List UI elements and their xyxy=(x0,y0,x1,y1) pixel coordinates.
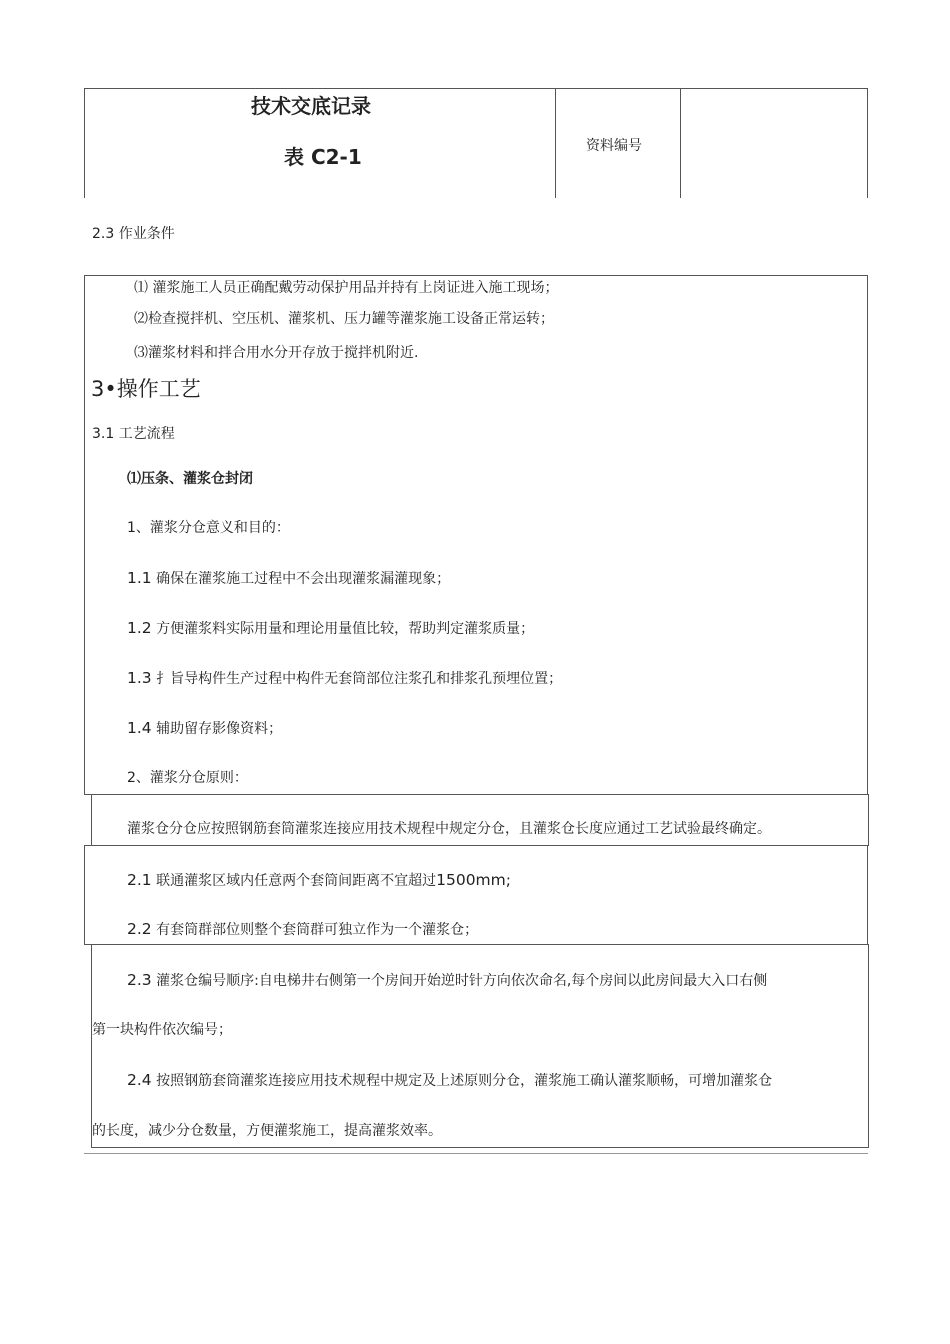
principle-item-value: 1500mm; xyxy=(436,871,511,889)
header-divider-1 xyxy=(555,88,556,198)
purpose-text: 扌旨导构件生产过程中构件无套筒部位注浆孔和排浆孔预埋位置； xyxy=(156,671,563,687)
principle-item-3-line-2: 第一块构件依次编号； xyxy=(92,1022,232,1038)
condition-item-2: ⑵检查搅拌机、空压机、灌浆机、压力罐等灌浆施工设备正常运转； xyxy=(134,311,554,327)
purpose-text: 方便灌浆料实际用量和理论用量值比较，帮助判定灌浆质量； xyxy=(156,621,535,637)
purpose-heading: 1、灌浆分仓意义和目的： xyxy=(127,520,290,536)
principle-number: 2.3 xyxy=(127,971,152,989)
condition-item-3: ⑶灌浆材料和拌合用水分开存放于搅拌机附近. xyxy=(134,345,419,361)
condition-item-1: ⑴ 灌浆施工人员正确配戴劳动保护用品并持有上岗证进入施工现场； xyxy=(134,280,559,296)
section-3-heading: 3•操作工艺 xyxy=(91,377,201,401)
principle-item-text: 灌浆仓编号顺序:自电梯井右侧第一个房间开始逆时针方向依次命名,每个房间以此房间最大入口右侧 xyxy=(156,973,768,989)
header-table xyxy=(84,88,868,198)
principle-number: 2.2 xyxy=(127,920,152,938)
purpose-text: 辅助留存影像资料； xyxy=(156,721,283,737)
header-left-border xyxy=(84,88,85,198)
section-2-3-heading: 2.3 作业条件 xyxy=(92,226,175,242)
principle-item-text: 按照钢筋套筒灌浆连接应用技术规程中规定及上述原则分仓，灌浆施工确认灌浆顺畅，可增加灌浆仓 xyxy=(156,1073,773,1089)
principle-item-text: 有套筒群部位则整个套筒群可独立作为一个灌浆仓； xyxy=(156,922,479,938)
principle-text: 灌浆仓分仓应按照钢筋套筒灌浆连接应用技术规程中规定分仓，且灌浆仓长度应通过工艺试验最终确定。 xyxy=(127,821,771,837)
header-divider-2 xyxy=(680,88,681,198)
principle-item-4-line-1 xyxy=(127,1071,772,1090)
principle-item-1 xyxy=(127,871,511,890)
doc-no-label: 资料编号 xyxy=(586,138,642,154)
purpose-item-1 xyxy=(127,569,450,588)
purpose-text: 确保在灌浆施工过程中不会出现灌浆漏灌现象； xyxy=(156,571,451,587)
principle-number: 2.1 xyxy=(127,871,152,889)
principle-item-3-line-1 xyxy=(127,971,767,990)
section-3-1-heading: 3.1 工艺流程 xyxy=(92,426,175,442)
principle-item-text: 联通灌浆区域内任意两个套筒间距离不宜超过 xyxy=(156,873,437,889)
page-title: 技术交底记录 xyxy=(251,94,371,118)
purpose-number: 1.1 xyxy=(127,569,152,587)
principle-heading: 2、灌浆分仓原则： xyxy=(127,770,248,786)
form-code: 表 C2-1 xyxy=(284,145,362,169)
header-top-border xyxy=(84,88,868,89)
principle-item-4-line-2: 的长度，减少分仓数量，方便灌浆施工，提高灌浆效率。 xyxy=(92,1123,442,1139)
principle-number: 2.4 xyxy=(127,1071,152,1089)
purpose-number: 1.2 xyxy=(127,619,152,637)
purpose-number: 1.4 xyxy=(127,719,152,737)
principle-item-2 xyxy=(127,920,478,939)
purpose-item-3 xyxy=(127,669,562,688)
purpose-item-4 xyxy=(127,719,282,738)
step-title: ⑴压条、灌浆仓封闭 xyxy=(127,471,253,487)
header-right-border xyxy=(867,88,868,198)
purpose-item-2 xyxy=(127,619,534,638)
purpose-number: 1.3 xyxy=(127,669,152,687)
bottom-rule xyxy=(84,1153,868,1154)
